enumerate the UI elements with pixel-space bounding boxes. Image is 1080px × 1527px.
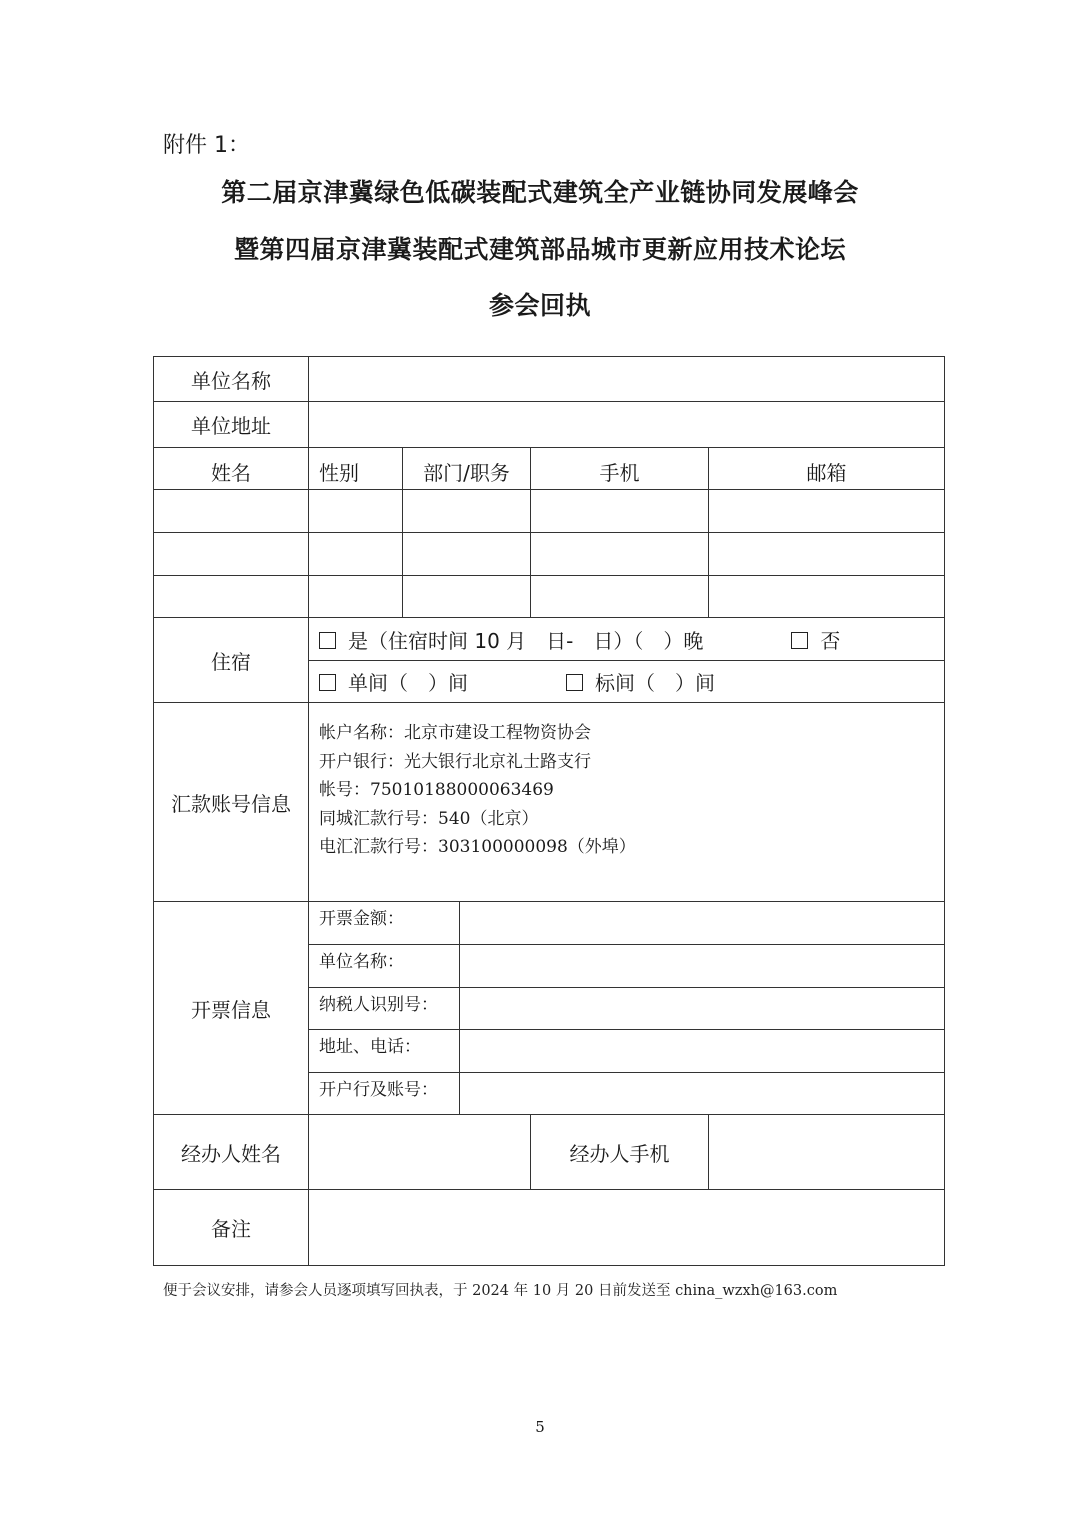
title-line-1: 第二届京津冀绿色低碳装配式建筑全产业链协同发展峰会 — [221, 178, 859, 207]
lodging-row-2 — [309, 661, 945, 703]
lodging-row-1 — [309, 618, 945, 661]
single-room-checkbox[interactable] — [319, 674, 336, 691]
invoice-bank-label: 开户行及账号： — [309, 1073, 460, 1115]
attendee-dept-cell[interactable] — [403, 490, 531, 533]
bank-info-block — [309, 703, 945, 902]
lodging-yes-text: 是（住宿时间 10 月 日- 日）（ ）晚 — [348, 628, 704, 653]
org-address-field[interactable] — [309, 402, 945, 448]
lodging-no-checkbox[interactable] — [791, 632, 808, 649]
attendee-email-cell[interactable] — [709, 490, 945, 533]
invoice-taxid-field[interactable] — [460, 988, 945, 1030]
title-line-3: 参会回执 — [488, 291, 591, 320]
invoice-org-label: 单位名称： — [309, 945, 460, 988]
title-line-2: 暨第四届京津冀装配式建筑部品城市更新应用技术论坛 — [233, 235, 846, 264]
attendee-gender-cell[interactable] — [309, 533, 403, 576]
single-room-text: 单间（ ）间 — [348, 671, 468, 695]
bank-name: 开户银行：光大银行北京礼士路支行 — [319, 751, 591, 772]
attendee-row — [154, 576, 945, 618]
org-address-label: 单位地址 — [154, 402, 309, 448]
bank-local-code: 同城汇款行号：540（北京） — [319, 808, 539, 829]
attendee-gender-cell[interactable] — [309, 576, 403, 618]
attendee-dept-cell[interactable] — [403, 576, 531, 618]
invoice-org-field[interactable] — [460, 945, 945, 988]
footnote: 便于会议安排，请参会人员逐项填写回执表，于 2024 年 10 月 20 日前发送至 china_wzxh@163.com — [163, 1283, 838, 1299]
attendee-mobile-cell[interactable] — [531, 576, 709, 618]
attendee-row — [154, 490, 945, 533]
attendee-dept-cell[interactable] — [403, 533, 531, 576]
handler-name-field[interactable] — [309, 1115, 531, 1190]
standard-room-checkbox[interactable] — [566, 674, 583, 691]
page-number: 5 — [535, 1418, 545, 1436]
invoice-label: 开票信息 — [154, 902, 309, 1115]
org-name-label: 单位名称 — [154, 357, 309, 402]
attendee-name-cell[interactable] — [154, 533, 309, 576]
attendee-row — [154, 533, 945, 576]
org-name-field[interactable] — [309, 357, 945, 402]
attendee-mobile-cell[interactable] — [531, 533, 709, 576]
bank-account-number: 帐号：75010188000063469 — [319, 780, 554, 800]
attendee-name-cell[interactable] — [154, 576, 309, 618]
attendee-email-cell[interactable] — [709, 576, 945, 618]
invoice-address-field[interactable] — [460, 1030, 945, 1073]
attendee-email-cell[interactable] — [709, 533, 945, 576]
attendee-name-cell[interactable] — [154, 490, 309, 533]
remarks-field[interactable] — [309, 1190, 945, 1266]
lodging-yes-checkbox[interactable] — [319, 632, 336, 649]
remarks-label: 备注 — [154, 1190, 309, 1266]
col-header-email: 邮箱 — [709, 448, 945, 490]
standard-room-text: 标间（ ）间 — [595, 671, 715, 695]
registration-form — [153, 356, 945, 1266]
lodging-no-text: 否 — [820, 628, 841, 653]
invoice-amount-label: 开票金额： — [309, 902, 460, 945]
attendee-mobile-cell[interactable] — [531, 490, 709, 533]
bank-wire-code: 电汇汇款行号：303100000098（外埠） — [319, 837, 636, 857]
invoice-bank-field[interactable] — [460, 1073, 945, 1115]
col-header-dept: 部门/职务 — [403, 448, 531, 490]
col-header-gender: 性别 — [309, 448, 403, 490]
handler-phone-field[interactable] — [709, 1115, 945, 1190]
col-header-mobile: 手机 — [531, 448, 709, 490]
bank-info-label: 汇款账号信息 — [154, 703, 309, 902]
bank-account-name: 帐户名称：北京市建设工程物资协会 — [319, 723, 591, 743]
invoice-amount-field[interactable] — [460, 902, 945, 945]
attachment-label: 附件 1： — [163, 133, 250, 158]
col-header-name: 姓名 — [154, 448, 309, 490]
attendee-gender-cell[interactable] — [309, 490, 403, 533]
lodging-label: 住宿 — [154, 618, 309, 703]
invoice-address-label: 地址、电话： — [309, 1030, 460, 1073]
invoice-taxid-label: 纳税人识别号： — [309, 988, 460, 1030]
handler-phone-label: 经办人手机 — [531, 1115, 709, 1190]
handler-name-label: 经办人姓名 — [154, 1115, 309, 1190]
